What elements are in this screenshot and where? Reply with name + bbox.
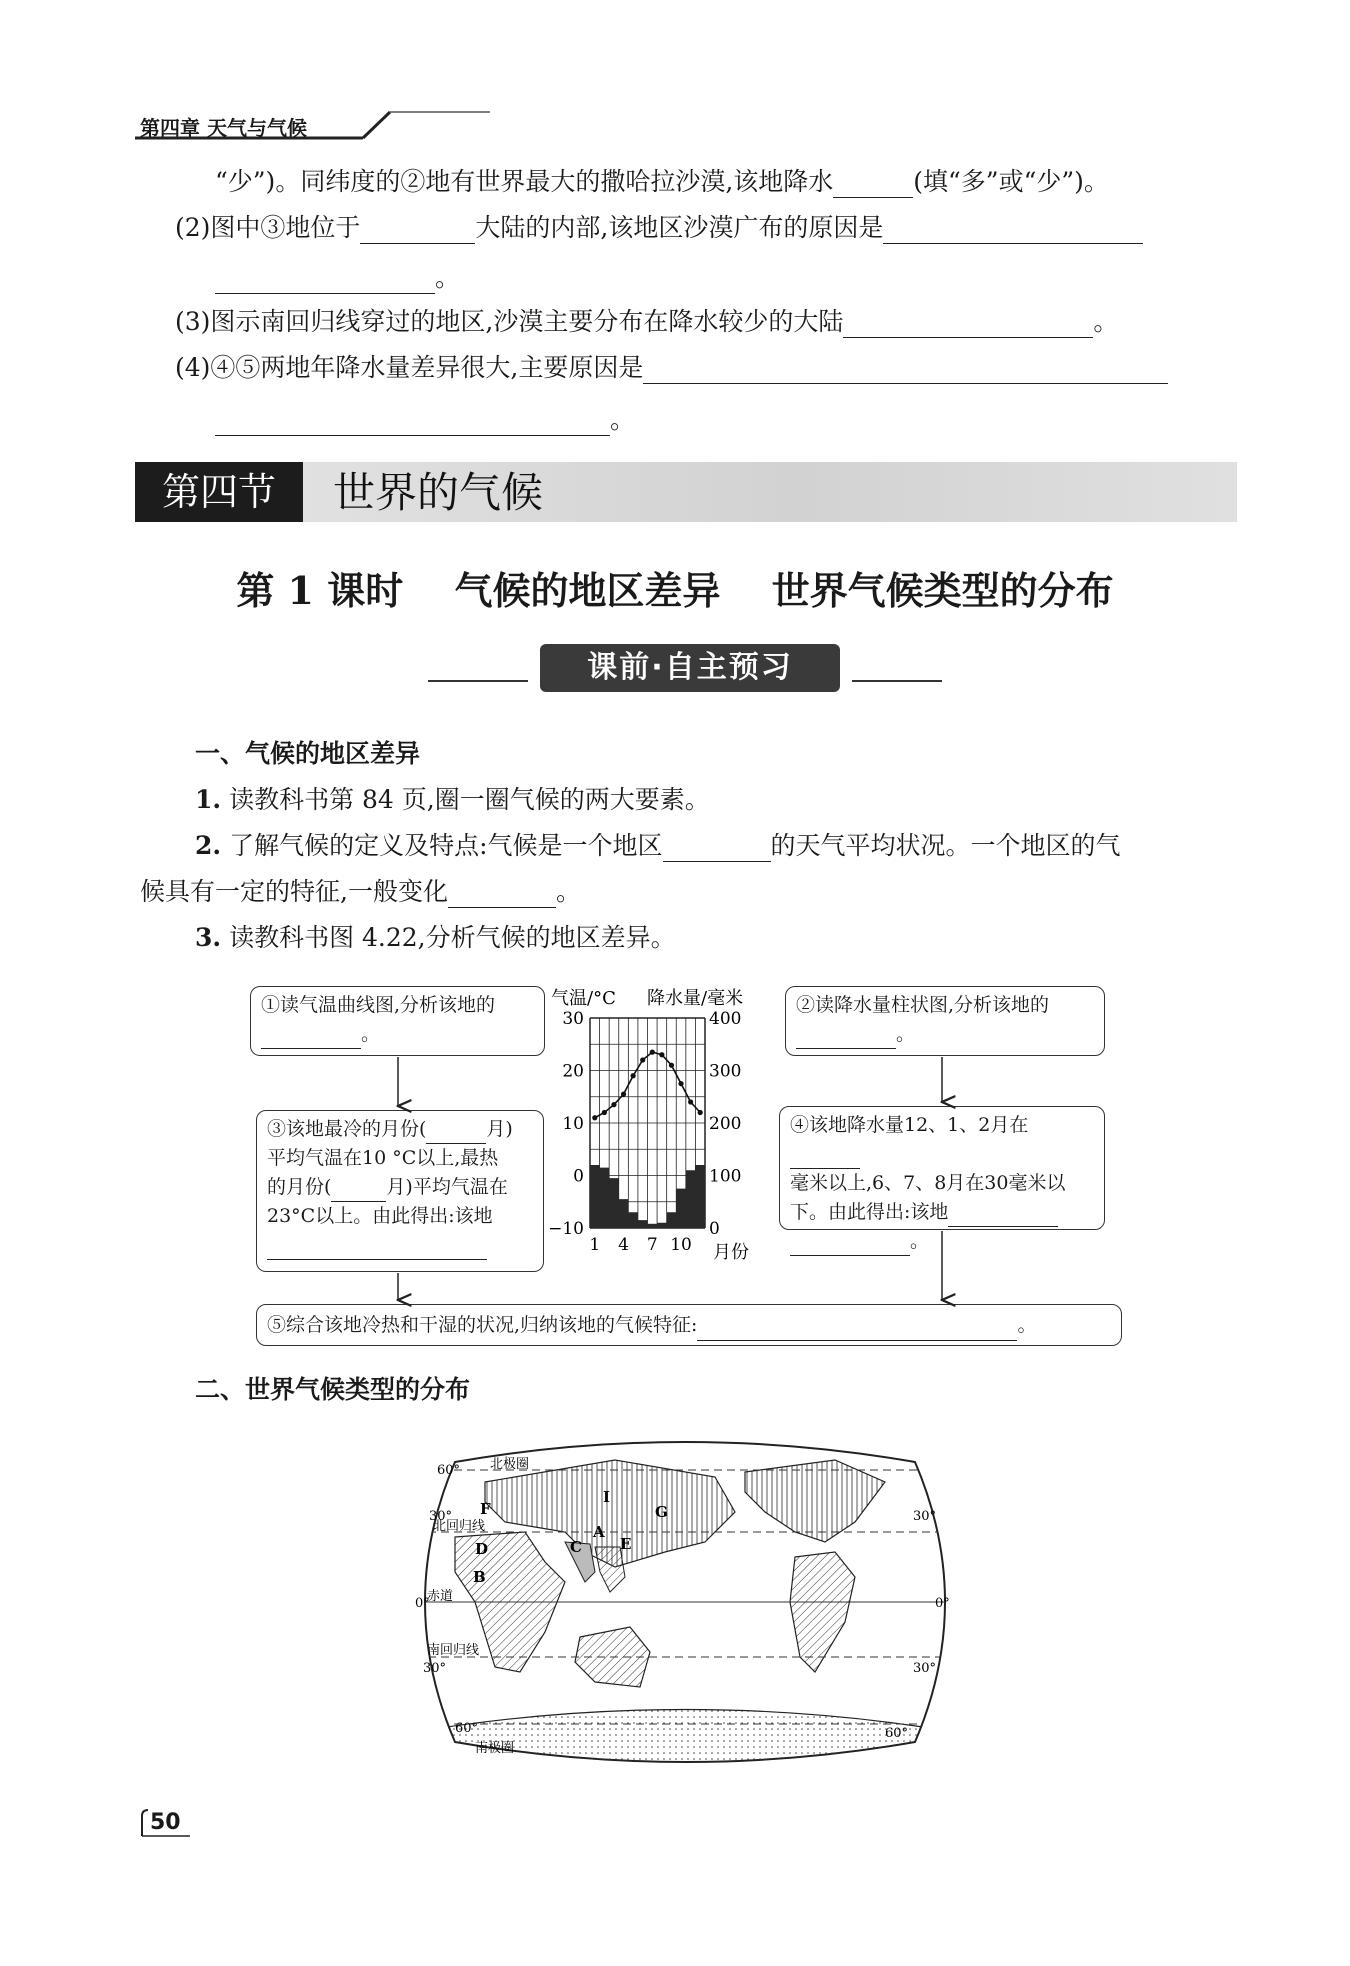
label-lat-60n: 60°	[437, 1463, 461, 1478]
temp-point	[669, 1063, 674, 1068]
label-tropic-n: 北回归线	[433, 1519, 486, 1534]
part1-heading: 一、气候的地区差异	[195, 739, 421, 768]
label-lat-30s-right: 30°	[913, 1661, 937, 1676]
label-lat-30s: 30°	[423, 1661, 447, 1676]
temp-point	[678, 1081, 683, 1086]
label-equator: 赤道	[427, 1589, 454, 1604]
temp-point	[698, 1110, 703, 1115]
right-tick-label: 300	[709, 1061, 742, 1082]
label-region-D: D	[475, 1540, 489, 1558]
precip-bar	[609, 1178, 619, 1228]
section-number: 第四节	[135, 462, 303, 522]
temp-point	[631, 1073, 636, 1078]
left-tick-label: −10	[548, 1219, 584, 1239]
temp-point	[621, 1092, 626, 1097]
item-1: 1. 读教科书第 84 页,圈一圈气候的两大要素。	[195, 785, 710, 814]
flow-box-5: ⑤综合该地冷热和干湿的状况,归纳该地的气候特征: 。	[256, 1304, 1122, 1346]
temp-point	[592, 1115, 597, 1120]
item-2: 2. 了解气候的定义及特点:气候是一个地区 的天气平均状况。一个地区的气	[195, 831, 1121, 860]
x-tick-label: 1	[589, 1235, 601, 1255]
world-climate-map	[415, 1432, 955, 1772]
x-tick-label: 10	[670, 1235, 692, 1255]
right-tick-label: 400	[709, 1009, 742, 1029]
chapter-header: 第四章 天气与气候	[140, 116, 307, 140]
right-axis-label: 降水量/毫米	[647, 988, 744, 1009]
x-tick-label: 7	[646, 1235, 658, 1255]
left-tick-label: 0	[573, 1166, 584, 1187]
left-axis-label: 气温/°C	[551, 988, 616, 1009]
question-4: (4)④⑤两地年降水量差异很大,主要原因是	[175, 352, 1168, 384]
temp-point	[640, 1057, 645, 1062]
label-antarctic: 南极圈	[475, 1741, 515, 1756]
question-2: (2)图中③地位于 大陆的内部,该地区沙漠广布的原因是	[175, 212, 1143, 244]
item-2-cont: 候具有一定的特征,一般变化 。	[140, 877, 581, 906]
label-lat-60s: 60°	[455, 1721, 479, 1736]
label-arctic: 北极圈	[490, 1457, 530, 1472]
label-region-G: G	[655, 1503, 668, 1521]
label-lat-30n: 30°	[429, 1509, 453, 1524]
temp-point	[688, 1099, 693, 1104]
precip-bar	[590, 1165, 600, 1228]
left-tick-label: 30	[562, 1009, 584, 1029]
climate-chart	[545, 980, 780, 1280]
right-tick-label: 200	[709, 1114, 742, 1134]
label-lat-60s-right: 60°	[885, 1726, 909, 1741]
precip-bar	[695, 1165, 705, 1228]
precip-bar	[600, 1168, 610, 1228]
left-tick-label: 10	[562, 1114, 584, 1134]
label-lat-0-right: 0°	[935, 1596, 950, 1611]
precip-bar	[628, 1212, 638, 1228]
precip-bar	[638, 1220, 648, 1228]
temp-point	[602, 1110, 607, 1115]
temp-point	[611, 1102, 616, 1107]
part2-heading: 二、世界气候类型的分布	[195, 1375, 471, 1404]
page-number: 50	[150, 1810, 181, 1835]
label-region-C: C	[570, 1538, 582, 1556]
flow-box-1: ①读气温曲线图,分析该地的 。	[250, 986, 545, 1056]
section-title: 世界的气候	[333, 468, 544, 517]
precip-bar	[619, 1199, 629, 1228]
question-3: (3)图示南回归线穿过的地区,沙漠主要分布在降水较少的大陆 。	[175, 307, 1119, 336]
label-tropic-s: 南回归线	[427, 1643, 480, 1658]
precip-bar	[686, 1170, 696, 1228]
question-2-cont: 。	[215, 262, 460, 294]
flow-box-3: ③该地最冷的月份( 月) 平均气温在10 °C以上,最热 的月份( 月)平均气温在 23°C以上。由此得出:该地	[256, 1110, 544, 1272]
label-region-E: E	[620, 1535, 632, 1553]
label-region-I: I	[603, 1488, 611, 1506]
question-line-1: “少”)。同纬度的②地有世界最大的撒哈拉沙漠,该地降水 (填“多”或“少”)。	[215, 167, 1109, 196]
label-region-A: A	[593, 1523, 605, 1541]
right-tick-label: 100	[709, 1166, 742, 1187]
flow-box-2: ②读降水量柱状图,分析该地的 。	[785, 986, 1105, 1056]
x-axis-label: 月份	[713, 1242, 749, 1263]
right-tick-label: 0	[709, 1219, 720, 1239]
precip-bar	[657, 1223, 667, 1228]
label-lat-0: 0°	[415, 1596, 430, 1611]
flow-box-4: ④该地降水量12、1、2月在 毫米以上,6、7、8月在30毫米以 下。由此得出:该地 。	[779, 1106, 1105, 1230]
temp-point	[650, 1050, 655, 1055]
question-4-cont: 。	[215, 404, 635, 436]
label-lat-30n-right: 30°	[913, 1509, 937, 1524]
x-tick-label: 4	[618, 1235, 629, 1255]
label-region-F: F	[480, 1500, 491, 1518]
precip-bar	[648, 1224, 658, 1228]
precip-bar	[676, 1189, 686, 1228]
preview-banner: 课前·自主预习	[540, 644, 840, 692]
item-3: 3. 读教科书图 4.22,分析气候的地区差异。	[195, 923, 676, 952]
chart-ticks	[548, 1009, 741, 1255]
precip-bar	[667, 1212, 677, 1228]
temp-point	[659, 1052, 664, 1057]
left-tick-label: 20	[562, 1061, 584, 1082]
label-region-B: B	[473, 1568, 486, 1586]
lesson-title: 第 1 课时 气候的地区差异 世界气候类型的分布	[236, 568, 1114, 613]
